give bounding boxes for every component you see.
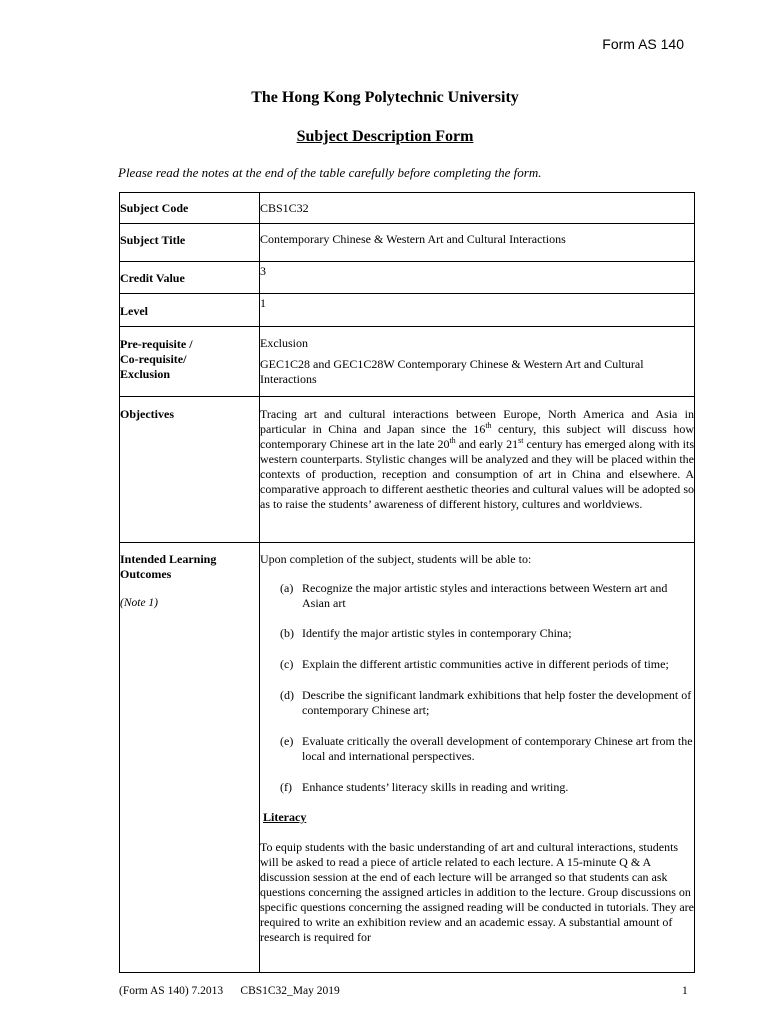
row-subject-title: [120, 224, 695, 262]
objectives-label: [120, 397, 260, 543]
row-subject-code: [120, 193, 695, 224]
ilo-item-b: [280, 626, 694, 641]
objectives-text-part1: Tracing art and cultural interactions between Europe, North America and Asia in particular in China and Japan since the 16: [260, 407, 694, 436]
row-prerequisite: [120, 327, 695, 397]
level-value-text: 1: [260, 296, 266, 310]
objectives-sup3: st: [518, 436, 524, 445]
ilo-item-e: [280, 734, 694, 764]
objectives-sup2: th: [449, 436, 456, 445]
ilo-item-mark: (e): [280, 734, 294, 748]
ilo-item-d: [280, 688, 694, 718]
prerequisite-label: [120, 327, 260, 397]
subject-code-value-text: CBS1C32: [260, 201, 309, 215]
prerequisite-label-line1: Pre-requisite /: [120, 337, 193, 351]
objectives-sup1: th: [485, 421, 492, 430]
ilo-item-mark: (f): [280, 780, 292, 794]
ilo-item-text: Identify the major artistic styles in contemporary China;: [302, 626, 572, 640]
subject-code-value: [260, 193, 695, 224]
literacy-heading: Literacy: [263, 810, 307, 824]
ilo-label-line1: Intended Learning: [120, 552, 217, 566]
credit-value-value: [260, 262, 695, 294]
level-label: [120, 294, 260, 327]
ilo-item-f: [280, 780, 694, 795]
row-level: [120, 294, 695, 327]
ilo-item-c: [280, 657, 694, 672]
ilo-item-text: Evaluate critically the overall development of contemporary Chinese art from the local and international perspectives.: [302, 734, 693, 763]
objectives-text-part3: and early 21: [455, 437, 519, 451]
level-value: [260, 294, 695, 327]
subject-title-value-text: Contemporary Chinese & Western Art and Cultural Interactions: [260, 232, 566, 246]
university-name: The Hong Kong Polytechnic University: [251, 89, 519, 106]
ilo-item-mark: (b): [280, 626, 294, 640]
form-number: Form AS 140: [602, 36, 684, 52]
literacy-text: To equip students with the basic understanding of art and cultural interactions, students will be asked to read a piece of article related to each lecture. A 15-minute Q & A discussion session at the end of each lecture will be arranged so that students can ask questions concerning the assigned articles in addition to the lecture. Group discussions on specific questions concerning the assigned reading will be conducted in tutorials. They are required to write an exhibition review and an academic essay. A substantial amount of research is required for: [260, 840, 694, 944]
row-credit-value: [120, 262, 695, 294]
ilo-item-mark: (a): [280, 581, 294, 595]
objectives-text: [260, 397, 694, 512]
instruction-note: Please read the notes at the end of the table carefully before completing the form.: [118, 165, 542, 180]
subject-title-value: [260, 224, 695, 262]
exclusion-heading: Exclusion: [260, 336, 308, 350]
subject-description-table: [119, 192, 695, 973]
row-objectives: [120, 397, 695, 543]
objectives-label-text: Objectives: [120, 407, 174, 421]
form-title: Subject Description Form: [296, 128, 474, 145]
subject-code-label-text: Subject Code: [120, 201, 189, 215]
ilo-item-text: Recognize the major artistic styles and interactions between Western art and Asian art: [302, 581, 668, 610]
row-intended-learning-outcomes: [120, 543, 695, 973]
footer-page-number: 1: [682, 985, 688, 997]
prerequisite-label-line3: Exclusion: [120, 367, 171, 381]
objectives-value: [260, 397, 695, 543]
ilo-item-text: Enhance students’ literacy skills in reading and writing.: [302, 780, 569, 794]
ilo-label: [120, 543, 260, 973]
subject-title-label: [120, 224, 260, 262]
ilo-item-mark: (c): [280, 657, 294, 671]
subject-code-label: [120, 193, 260, 224]
credit-value-value-text: 3: [260, 264, 266, 278]
ilo-note: (Note 1): [120, 597, 159, 609]
subject-title-label-text: Subject Title: [120, 233, 186, 247]
ilo-item-text: Explain the different artistic communities active in different periods of time;: [302, 657, 669, 671]
objectives-text-part2: century, this subject will discuss how contemporary Chinese art in the late 20: [260, 422, 694, 451]
ilo-value: [260, 543, 695, 973]
prerequisite-value: [260, 327, 695, 397]
credit-value-label-text: Credit Value: [120, 271, 185, 285]
ilo-intro: Upon completion of the subject, students will be able to:: [260, 552, 532, 566]
credit-value-label: [120, 262, 260, 294]
ilo-item-mark: (d): [280, 688, 294, 702]
level-label-text: Level: [120, 304, 148, 318]
exclusion-value: GEC1C28 and GEC1C28W Contemporary Chinese & Western Art and Cultural Interactions: [260, 357, 644, 386]
ilo-item-text: Describe the significant landmark exhibitions that help foster the development of contemporary Chinese art;: [302, 688, 692, 717]
objectives-text-part4: century has emerged along with its western counterparts. Stylistic changes will be analyzed and they will be placed within the contexts of production, reception and consumption of art in China and elsewhere. A comparative approach to different aesthetic theories and cultural values will be adopted so as to raise the students’ awareness of different history, cultures and worldviews.: [260, 437, 695, 511]
footer-form-code: (Form AS 140) 7.2013 CBS1C32_May 2019: [119, 985, 340, 997]
prerequisite-label-line2: Co-requisite/: [120, 352, 187, 366]
ilo-item-a: [280, 581, 694, 611]
ilo-label-line2: Outcomes: [120, 567, 172, 581]
